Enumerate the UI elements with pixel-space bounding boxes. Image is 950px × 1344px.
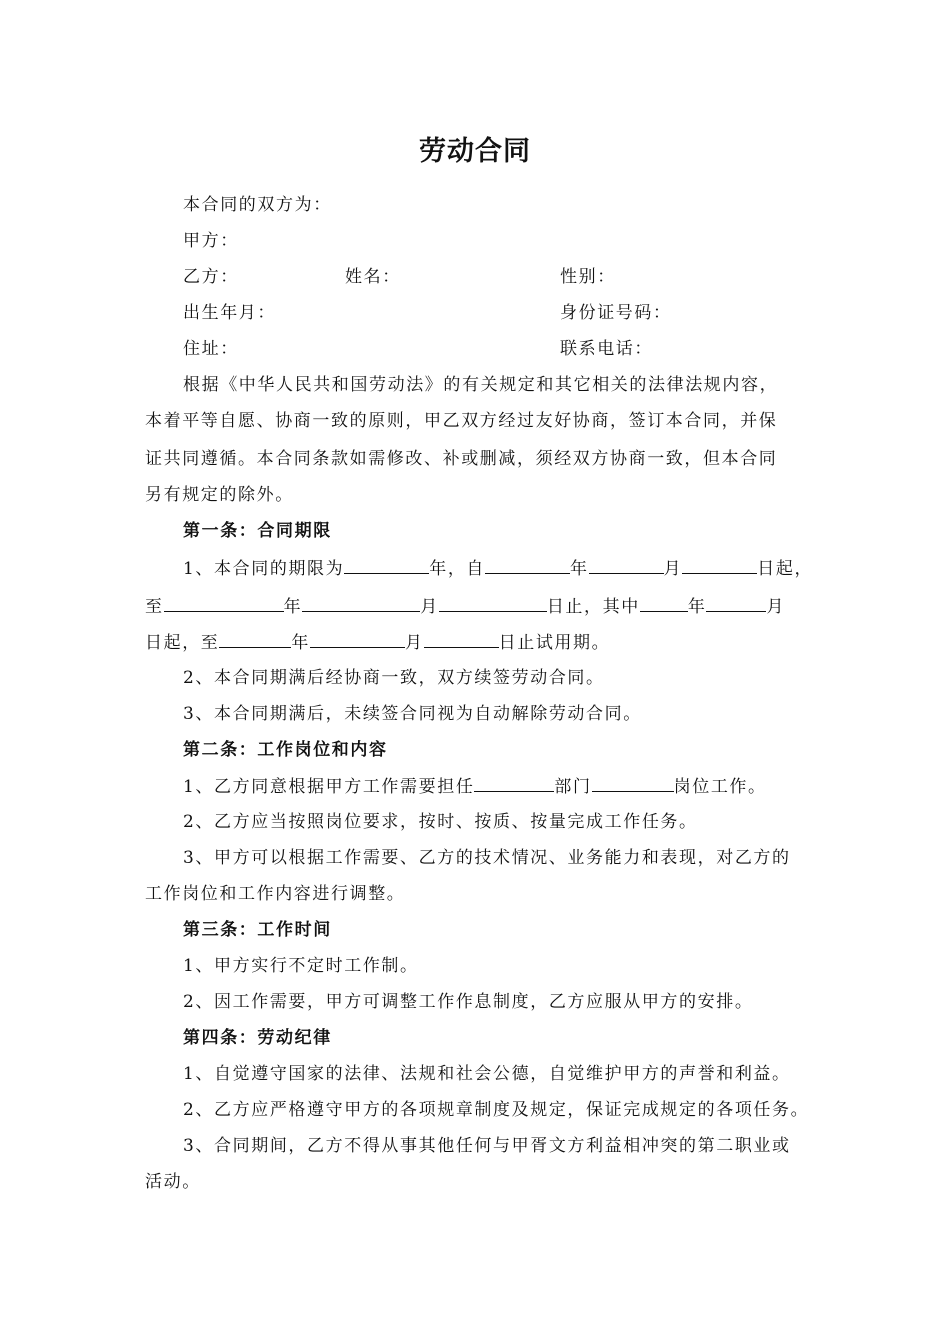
text: 日止，其中 [546, 597, 640, 617]
text: 日起， [757, 559, 814, 579]
gender-label: 性别： [560, 267, 616, 287]
article3-item2: 2、因工作需要，甲方可调整工作作息制度，乙方应服从甲方的安排。 [183, 992, 754, 1012]
article2-item2: 2、乙方应当按照岗位要求，按时、按质、按量完成工作任务。 [183, 812, 698, 832]
text: 月 [766, 597, 786, 617]
text: 年 [570, 559, 589, 579]
article2-item3-cont: 工作岗位和工作内容进行调整。 [145, 884, 406, 904]
text: 岗位工作。 [673, 777, 767, 797]
text: 1、乙方同意根据甲方工作需要担任 [183, 777, 475, 797]
text: 1、本合同的期限为 [183, 559, 345, 579]
text: 月 [420, 597, 439, 617]
party-b-label: 乙方： [183, 267, 239, 287]
article3-heading: 第三条：工作时间 [183, 920, 332, 940]
blank-end-day [439, 593, 547, 612]
blank-end-month [302, 593, 420, 612]
article1-heading: 第一条：合同期限 [183, 521, 332, 541]
article1-item1-line1 [183, 555, 823, 582]
address-label: 住址： [183, 339, 239, 359]
article2-item1 [183, 773, 823, 800]
article2-heading: 第二条：工作岗位和内容 [183, 740, 388, 760]
preamble-line: 证共同遵循。本合同条款如需修改、补或删减，须经双方协商一致，但本合同 [145, 449, 778, 469]
text: 部门 [554, 777, 592, 797]
text: 年，自 [429, 559, 486, 579]
article1-item1-line2 [145, 593, 825, 620]
blank-trial-end-year [219, 629, 291, 648]
phone-label: 联系电话： [560, 339, 653, 359]
preamble-line: 本着平等自愿、协商一致的原则，甲乙双方经过友好协商，签订本合同，并保 [145, 411, 778, 431]
blank-years [344, 555, 429, 574]
parties-intro: 本合同的双方为： [183, 195, 332, 215]
blank-start-month [589, 555, 664, 574]
blank-trial-month [706, 593, 766, 612]
id-number-label: 身份证号码： [560, 303, 672, 323]
text: 日起，至 [145, 633, 220, 653]
text: 日止试用期。 [498, 633, 611, 653]
document-title: 劳动合同 [419, 136, 531, 167]
article1-item2: 2、本合同期满后经协商一致，双方续签劳动合同。 [183, 668, 605, 688]
blank-start-year [485, 555, 570, 574]
blank-department [474, 773, 554, 792]
party-a-label: 甲方： [183, 231, 239, 251]
article4-heading: 第四条：劳动纪律 [183, 1028, 332, 1048]
article4-item3-cont: 活动。 [145, 1172, 201, 1192]
blank-trial-end-month [310, 629, 405, 648]
blank-trial-year [640, 593, 688, 612]
text: 月 [405, 633, 424, 653]
article4-item1: 1、自觉遵守国家的法律、法规和社会公德，自觉维护甲方的声誉和利益。 [183, 1064, 791, 1084]
article4-item3: 3、合同期间，乙方不得从事其他任何与甲胥文方利益相冲突的第二职业或 [183, 1136, 791, 1156]
preamble-line: 另有规定的除外。 [145, 485, 294, 505]
blank-position [592, 773, 674, 792]
text: 年 [291, 633, 311, 653]
blank-end-year [164, 593, 284, 612]
blank-trial-end-day [424, 629, 499, 648]
name-label: 姓名： [345, 267, 401, 287]
text: 月 [663, 559, 683, 579]
blank-start-day [682, 555, 757, 574]
text: 年 [687, 597, 707, 617]
article2-item3: 3、甲方可以根据工作需要、乙方的技术情况、业务能力和表现，对乙方的 [183, 848, 791, 868]
preamble-line: 根据《中华人民共和国劳动法》的有关规定和其它相关的法律法规内容， [183, 375, 779, 395]
birth-label: 出生年月： [183, 303, 276, 323]
text: 至 [145, 597, 164, 617]
article1-item3: 3、本合同期满后，未续签合同视为自动解除劳动合同。 [183, 704, 642, 724]
article1-item1-line3 [145, 629, 825, 656]
article3-item1: 1、甲方实行不定时工作制。 [183, 956, 419, 976]
article4-item2: 2、乙方应严格遵守甲方的各项规章制度及规定，保证完成规定的各项任务。 [183, 1100, 810, 1120]
text: 年 [283, 597, 303, 617]
